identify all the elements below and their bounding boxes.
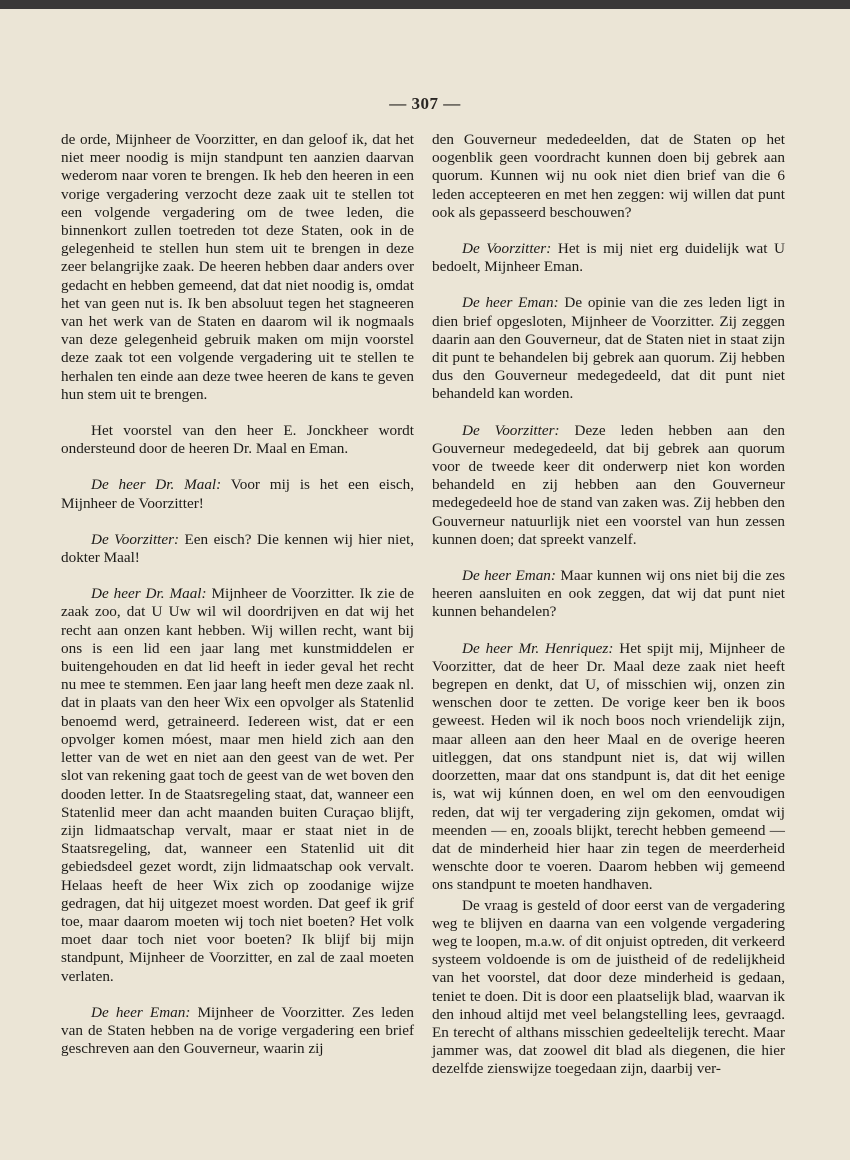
- speech: Mijnheer de Voorzitter. Ik zie de zaak zoo, dat U Uw wil wil doordrijven en dat wij het recht aan onzen kant hebben. Wij willen recht, want bij ons is een lid een jaar lang met kunstmiddelen er buitengehouden en dat lid heeft in ieder geval het recht nu mee te stemmen. Een jaar lang heeft men deze zaak nl. dat in plaats van den heer Wix een opvolger als Statenlid benoemd werd, getraineerd. Iedereen wist, dat er een opvolger komen móest, maar men hield zich aan den letter van de wet en niet aan den geest van de wet. Per slot van rekening gaat toch de geest van de wet boven den dooden letter. In de Staatsregeling staat, dat, wanneer een Statenlid meer dan acht maanden buiten Curaçao blijft, zijn lidmaatschap vervalt, maar er staat niet in de Staatsregeling, dat, wanneer een Statenlid uit dit gebiedsdeel gezet wordt, zijn lidmaatschap ook vervalt. Helaas heeft de heer Wix zich op zoodanige wijze gedragen, dat hij uitgezet moest worden. Dat geef ik grif toe, maar daarom moeten wij toch niet boeten? Het volk moet daar toch niet voor boeten? Ik blijf bij mijn standpunt, Mijnheer de Voorzitter, en zal de zaal moeten verlaten.: [61, 585, 414, 985]
- paragraph: de orde, Mijnheer de Voorzitter, en dan geloof ik, dat het niet meer noodig is mijn standpunt ten aanzien daarvan wederom naar voren te brengen. Ik heb den heeren in een vorige vergadering verzocht deze zaak uit te stellen tot een volgende vergadering om de twee leden, die binnenkort zullen toetreden tot deze Staten, ook in de gelegenheid te stellen hun stem uit te brengen in deze zeer belangrijke zaak. De heeren hebben daar anders over gedacht en hebben gemeend, dat dat niet noodig is, omdat het van geen nut is. Ik ben absoluut tegen het stagneeren van het werk van de Staten en daarom wil ik nogmaals van deze gelegenheid gebruik maken om mijn voorstel deze zaak tot een volgende vergadering uit te stellen te herhalen ten einde aan deze twee heeren de kans te geven hun stem uit te brengen.: [61, 131, 414, 403]
- paragraph: [432, 422, 785, 549]
- page-number: — 307 —: [389, 94, 461, 113]
- speaker: De Voorzitter:: [462, 240, 552, 258]
- paragraph: [432, 640, 785, 895]
- paragraph: [432, 240, 785, 276]
- paragraph: De vraag is gesteld of door eerst van de vergadering weg te blijven en daarna van een volgende vergadering weg te loopen, m.a.w. of dit onjuist optreden, dit verkeerd systeem voldoende is om de juistheid of de redelijkheid van het voorstel, dat door deze minderheid is gedaan, teniet te doen. Dit is door een plaatselijk blad, waarvan ik den inhoud altijd met veel belangstelling lees, gevraagd. En terecht of althans misschien gedeeltelijk terecht. Maar jammer was, dat zoowel dit blad als diegenen, die hier dezelfde zienswijze toegedaan zijn, daarbij ver-: [432, 896, 785, 1078]
- paragraph: den Gouverneur mededeelden, dat de Staten op het oogenblik geen voordracht kunnen doen bij gebrek aan quorum. Kunnen wij nu ook niet dien brief van die 6 leden accepteeren en met hen zeggen: wij willen dat punt ook als gepasseerd beschouwen?: [432, 131, 785, 221]
- left-column: [61, 131, 414, 1058]
- speech: Deze leden hebben aan den Gouverneur medegedeeld, dat bij gebrek aan quorum voor de tweede keer dit onderwerp niet kon worden behandeld en zij hebben aan den Gouverneur medegedeeld hoe de stand van zaken was. Zij hebben den Gouverneur natuurlijk niet een voorstel van hun zessen kunnen doen; dat spreekt vanzelf.: [432, 421, 785, 548]
- speaker: De heer Eman:: [462, 294, 559, 312]
- paragraph: Het voorstel van den heer E. Jonckheer wordt ondersteund door de heeren Dr. Maal en Eman.: [61, 422, 414, 458]
- speech: Mijnheer de Voorzitter. Zes leden van de Staten hebben na de vorige vergadering een brief geschreven aan den Gouverneur, waarin zij: [61, 1003, 414, 1058]
- speaker: De Voorzitter:: [462, 421, 560, 439]
- paragraph: [61, 585, 414, 985]
- paragraph: [432, 567, 785, 622]
- paragraph: [61, 1004, 414, 1059]
- speech: Een eisch? Die kennen wij hier niet, dokter Maal!: [61, 530, 414, 567]
- speaker: De heer Mr. Henriquez:: [462, 639, 614, 657]
- speech: Het spijt mij, Mijnheer de Voorzitter, dat de heer Dr. Maal deze zaak niet heeft begrepen en denkt, dat U, of misschien wij, onzen zin wenschen door te zetten. De vorige keer ben ik boos geweest. Heden wil ik noch boos noch vriendelijk zijn, maar alleen aan den heer Maal en de overige heeren uitleggen, dat ons standpunt niet is, dat wij willen doorzetten, maar dat ons standpunt is, dat dit het eenige is, wat wij kúnnen doen, en wel om den eenvoudigen reden, dat wij ter vergadering zijn gekomen, omdat wij meenden — en, zooals blijkt, terecht hebben gemeend — dat de minderheid hier haar zin tegen de meerderheid wenschte door te voeren. Daarom hebben wij gemeend ons standpunt te moeten handhaven.: [432, 639, 785, 894]
- paragraph: [432, 294, 785, 403]
- speaker: De heer Dr. Maal:: [91, 476, 222, 494]
- speaker: De heer Eman:: [462, 567, 556, 585]
- right-column: [432, 131, 785, 1079]
- scan-top-border: [0, 0, 850, 9]
- speaker: De heer Dr. Maal:: [91, 585, 207, 603]
- speaker: De Voorzitter:: [91, 530, 180, 548]
- speech: De opinie van die zes leden ligt in dien brief opgesloten, Mijnheer de Voorzitter. Zij zeggen daarin aan den Gouverneur, dat de Staten niet in staat zijn dit punt te behandelen bij gebrek aan quorum. Zij hebben dus den Gouverneur medegedeeld, dat dit punt niet behandeld kan worden.: [432, 294, 786, 403]
- speech: Maar kunnen wij ons niet bij die zes heeren aansluiten en ook zeggen, dat wij dat punt niet kunnen behandelen?: [432, 567, 786, 621]
- speaker: De heer Eman:: [91, 1003, 191, 1021]
- paragraph: [61, 476, 414, 512]
- paragraph: [61, 531, 414, 567]
- speech: Voor mij is het een eisch, Mijnheer de Voorzitter!: [61, 476, 414, 512]
- speech: Het is mij niet erg duidelijk wat U bedoelt, Mijnheer Eman.: [432, 240, 785, 276]
